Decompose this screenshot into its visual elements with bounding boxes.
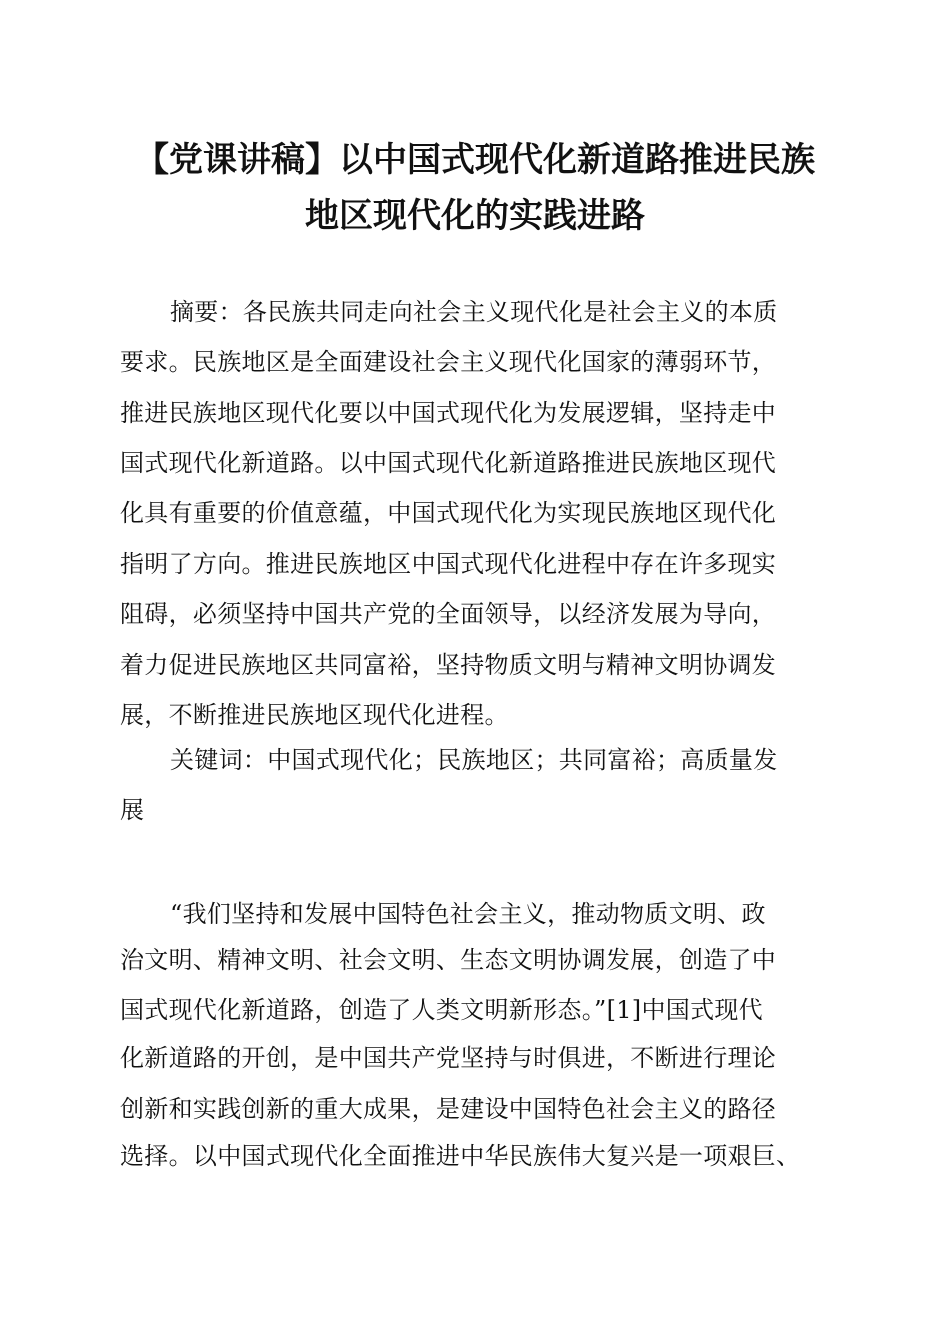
body-line-4: 化新道路的开创，是中国共产党坚持与时俱进，不断进行理论 [120,1044,777,1072]
abstract-line-9: 展，不断推进民族地区现代化进程。 [120,701,509,729]
body-line-1: “我们坚持和发展中国特色社会主义，推动物质文明、政 [170,900,766,928]
document-title-line-1: 【党课讲稿】以中国式现代化新道路推进民族 [135,140,815,180]
abstract-line-4: 国式现代化新道路。以中国式现代化新道路推进民族地区现代 [120,449,777,477]
keywords-line-1: 关键词：中国式现代化；民族地区；共同富裕；高质量发 [170,746,778,774]
abstract-line-8: 着力促进民族地区共同富裕，坚持物质文明与精神文明协调发 [120,651,777,679]
abstract-line-6: 指明了方向。推进民族地区中国式现代化进程中存在许多现实 [120,550,777,578]
abstract-line-2: 要求。民族地区是全面建设社会主义现代化国家的薄弱环节， [120,348,777,376]
body-line-5: 创新和实践创新的重大成果，是建设中国特色社会主义的路径 [120,1095,777,1123]
body-line-3: 国式现代化新道路，创造了人类文明新形态。”[1]中国式现代 [120,996,763,1024]
abstract-line-5: 化具有重要的价值意蕴，中国式现代化为实现民族地区现代化 [120,499,777,527]
abstract-line-1: 摘要：各民族共同走向社会主义现代化是社会主义的本质 [170,298,778,326]
abstract-line-3: 推进民族地区现代化要以中国式现代化为发展逻辑，坚持走中 [120,399,777,427]
body-line-2: 治文明、精神文明、社会文明、生态文明协调发展，创造了中 [120,946,777,974]
body-line-6: 选择。以中国式现代化全面推进中华民族伟大复兴是一项艰巨、 [120,1142,801,1170]
keywords-line-2: 展 [120,796,145,824]
abstract-line-7: 阻碍，必须坚持中国共产党的全面领导，以经济发展为导向， [120,600,777,628]
document-title-line-2: 地区现代化的实践进路 [305,196,645,236]
